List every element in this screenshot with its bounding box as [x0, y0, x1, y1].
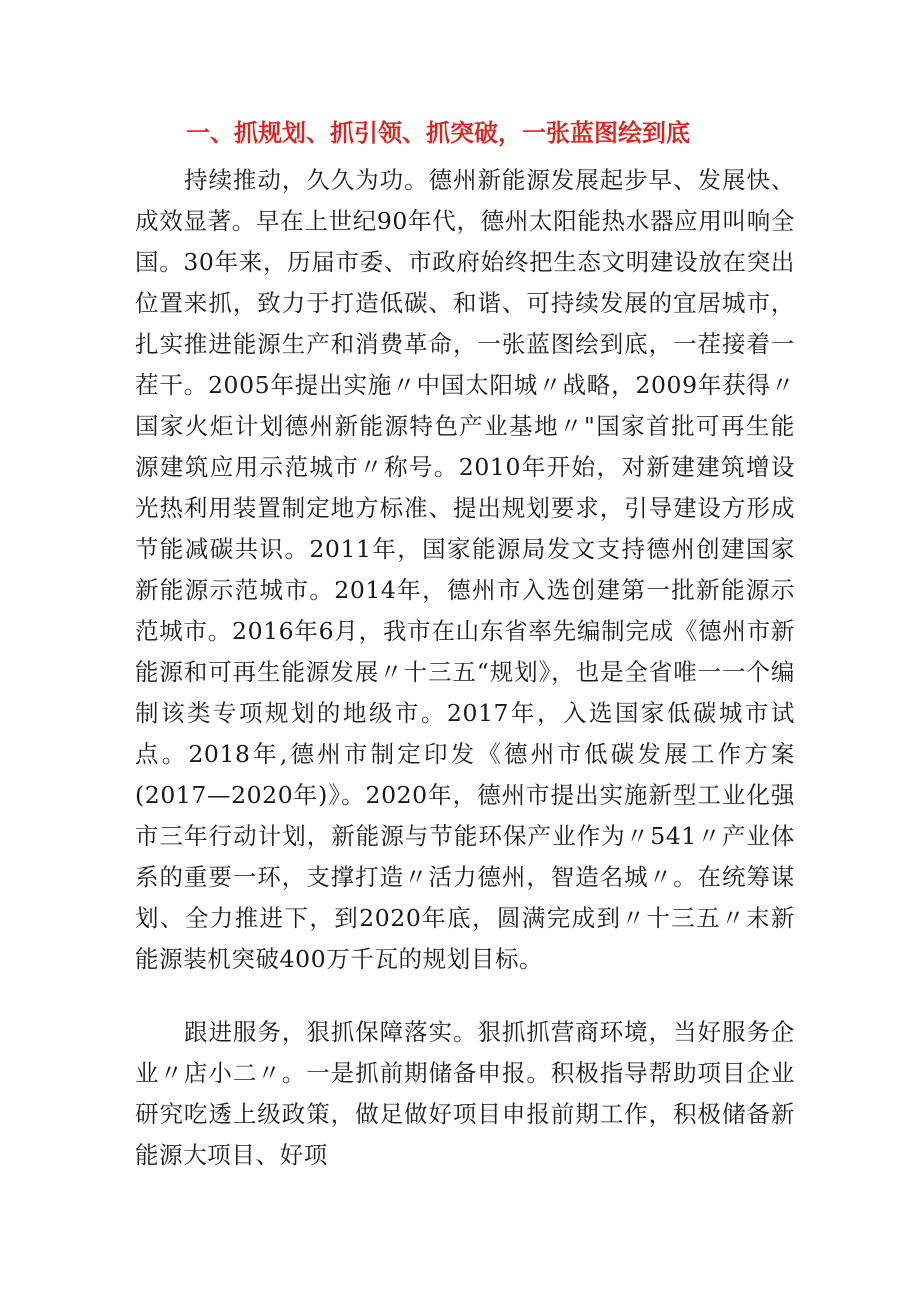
section-heading: 一、抓规划、抓引领、抓突破，一张蓝图绘到底 [186, 119, 690, 147]
paragraph-development-history: 持续推动，久久为功。德州新能源发展起步早、发展快、成效显著。早在上世纪90年代，德州太阳能热水器应用叫响全国。30年来，历届市委、市政府始终把生态文明建设放在突出位置来抓，致力于打造低碳、和谐、可持续发展的宜居城市，扎实推进能源生产和消费革命，一张蓝图绘到底，一茬接着一茬干。2005年提出实施〃中国太阳城〃战略，2009年获得〃国家火炬计划德州新能源特色产业基地〃"国家首批可再生能源建筑应用示范城市〃称号。2010年开始，对新建建筑增设光热利用装置制定地方标准、提出规划要求，引导建设方形成节能减碳共识。2011年，国家能源局发文支持德州创建国家新能源示范城市。2014年，德州市入选创建第一批新能源示范城市。2016年6月，我市在山东省率先编制完成《德州市新能源和可再生能源发展〃十三五“规划》，也是全省唯一一个编制该类专项规划的地级市。2017年，入选国家低碳城市试点。2018年,德州市制定印发《德州市低碳发展工作方案(2017—2020年)》。2020年，德州市提出实施新型工业化强市三年行动计划，新能源与节能环保产业作为〃541〃产业体系的重要一环，支撑打造〃活力德州，智造名城〃。在统筹谋划、全力推进下，到2020年底，圆满完成到〃十三五〃末新能源装机突破400万千瓦的规划目标。 [135, 166, 795, 973]
paragraph-service-guarantee: 跟进服务，狠抓保障落实。狠抓抓营商环境，当好服务企业〃店小二〃。一是抓前期储备申报。积极指导帮助项目企业研究吃透上级政策，做足做好项目申报前期工作，积极储备新能源大项目、好项 [135, 1018, 795, 1169]
